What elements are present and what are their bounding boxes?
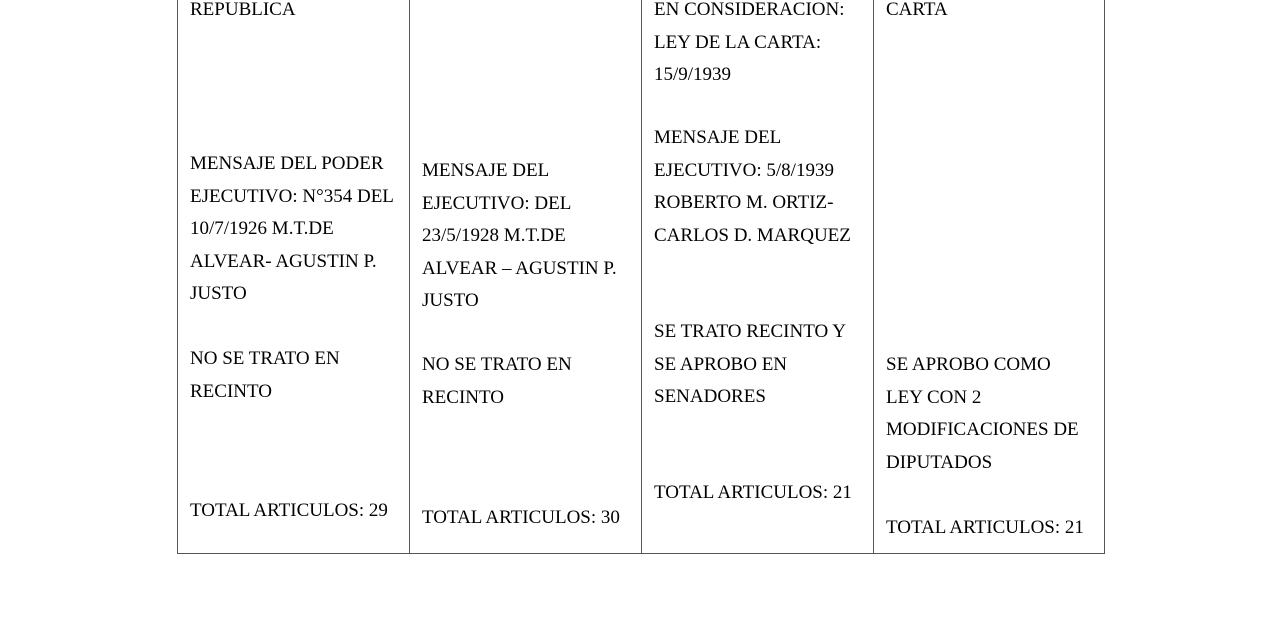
column-3-header-text: EN CONSIDERACION: LEY DE LA CARTA: 15/9/1939 xyxy=(654,0,845,85)
column-4-treatment-text: SE APROBO COMO LEY CON 2 MODIFICACIONES DE DIPUTADOS xyxy=(886,354,1079,473)
column-2-treatment-text: NO SE TRATO EN RECINTO xyxy=(422,354,572,408)
column-3-treatment-text: SE TRATO RECINTO Y SE APROBO EN SENADORES xyxy=(654,321,846,407)
column-1-header-text: REPUBLICA xyxy=(190,0,296,20)
column-3-total-articles: TOTAL ARTICULOS: 21 xyxy=(654,482,852,503)
law-comparison-table xyxy=(177,0,1105,554)
column-3-message-text: MENSAJE DEL EJECUTIVO: 5/8/1939 ROBERTO M. ORTIZ- CARLOS D. MARQUEZ xyxy=(654,127,851,246)
column-1-message-text: MENSAJE DEL PODER EJECUTIVO: N°354 DEL 10/7/1926 M.T.DE ALVEAR- AGUSTIN P. JUSTO xyxy=(190,153,394,304)
column-1-treatment-text: NO SE TRATO EN RECINTO xyxy=(190,348,340,402)
table-column-3 xyxy=(641,0,873,553)
column-1-total-articles: TOTAL ARTICULOS: 29 xyxy=(190,500,388,521)
column-2-total-articles: TOTAL ARTICULOS: 30 xyxy=(422,507,620,528)
table-column-2 xyxy=(409,0,641,553)
column-4-total-articles: TOTAL ARTICULOS: 21 xyxy=(886,517,1084,538)
column-2-message-text: MENSAJE DEL EJECUTIVO: DEL 23/5/1928 M.T.DE ALVEAR – AGUSTIN P. JUSTO xyxy=(422,160,617,311)
table-column-1 xyxy=(178,0,409,553)
table-column-4 xyxy=(873,0,1105,553)
column-4-header-text: CARTA xyxy=(886,0,948,20)
